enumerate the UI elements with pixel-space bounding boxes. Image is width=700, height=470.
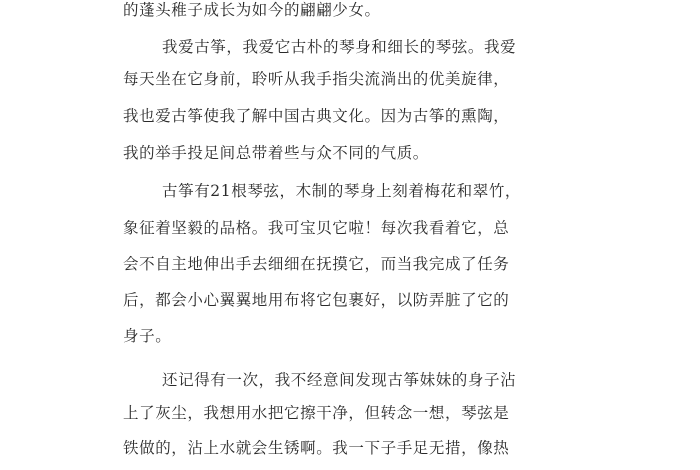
- text-line-2: 我爱古筝，我爱它古朴的琴身和细长的琴弦。我爱: [162, 38, 517, 56]
- text-line-8: 会不自主地伸出手去细细在抚摸它，而当我完成了任务: [123, 255, 510, 273]
- text-line-9: 后，都会小心翼翼地用布将它包裹好，以防弄脏了它的: [123, 291, 510, 309]
- text-line-12: 上了灰尘，我想用水把它擦干净，但转念一想，琴弦是: [123, 404, 510, 422]
- text-line-7: 象征着坚毅的品格。我可宝贝它啦！每次我看着它，总: [123, 219, 510, 237]
- text-line-6: 古筝有21根琴弦，木制的琴身上刻着梅花和翠竹，: [162, 182, 522, 200]
- text-line-13: 铁做的，沾上水就会生锈啊。我一下子手足无措，像热: [123, 439, 510, 457]
- text-line-3: 每天坐在它身前，聆听从我手指尖流淌出的优美旋律，: [123, 70, 510, 88]
- text-line-1: 的蓬头稚子成长为如今的翩翩少女。: [123, 1, 381, 19]
- text-line-11: 还记得有一次，我不经意间发现古筝妹妹的身子沾: [162, 371, 517, 389]
- text-line-4: 我也爱古筝使我了解中国古典文化。因为古筝的熏陶，: [123, 107, 510, 125]
- text-line-5: 我的举手投足间总带着些与众不同的气质。: [123, 144, 429, 162]
- text-line-10: 身子。: [123, 327, 172, 345]
